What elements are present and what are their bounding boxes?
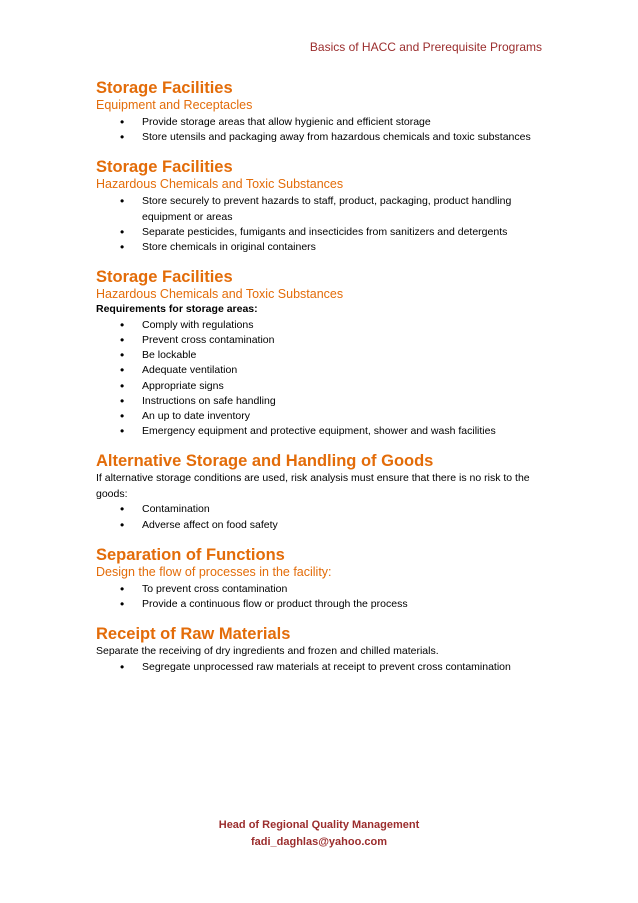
section-storage-requirements xyxy=(96,267,536,439)
list-item: • Appropriate signs xyxy=(142,379,536,394)
list-item: • Instructions on safe handling xyxy=(142,394,536,409)
section-title: Storage Facilities xyxy=(96,268,233,287)
bullet-list xyxy=(96,194,536,255)
section-subtitle: Design the flow of processes in the facility: xyxy=(96,564,332,579)
section-title: Storage Facilities xyxy=(96,79,233,97)
section-paragraph: Separate the receiving of dry ingredients and frozen and chilled materials. xyxy=(96,645,439,658)
section-subtitle: Hazardous Chemicals and Toxic Substances xyxy=(96,287,344,302)
section-intro: Requirements for storage areas: xyxy=(96,303,258,316)
bullet-list xyxy=(96,502,536,532)
section-alternative-storage xyxy=(96,451,536,532)
list-item: • Provide a continuous flow or product through the process xyxy=(142,597,536,612)
list-item: • Emergency equipment and protective equipment, shower and wash facilities xyxy=(142,424,536,439)
section-title: Storage Facilities xyxy=(96,158,233,177)
footer-email: fadi_daghlas@yahoo.com xyxy=(250,836,388,848)
section-title: Alternative Storage and Handling of Goods xyxy=(96,452,434,471)
section-title: Receipt of Raw Materials xyxy=(96,625,291,644)
section-subtitle: Hazardous Chemicals and Toxic Substances xyxy=(96,177,344,192)
section-paragraph: If alternative storage conditions are used, risk analysis must ensure that there is no risk to the goods: xyxy=(96,472,530,500)
list-item: • Be lockable xyxy=(142,348,536,363)
bullet-list xyxy=(96,115,536,145)
bullet-list xyxy=(96,582,536,612)
list-item: • Provide storage areas that allow hygienic and efficient storage xyxy=(142,115,536,130)
list-item: • Prevent cross contamination xyxy=(142,333,536,348)
bullet-list xyxy=(96,318,536,440)
bullet-list xyxy=(96,660,536,675)
section-separation-of-functions xyxy=(96,545,536,612)
list-item: • Store chemicals in original containers xyxy=(142,240,536,255)
list-item: • Adverse affect on food safety xyxy=(142,518,536,533)
list-item: • An up to date inventory xyxy=(142,409,536,424)
list-item: • To prevent cross contamination xyxy=(142,582,536,597)
list-item: • Segregate unprocessed raw materials at receipt to prevent cross contamination xyxy=(142,660,536,675)
page-footer xyxy=(0,817,638,851)
section-receipt-raw-materials xyxy=(96,624,536,675)
section-storage-hazardous xyxy=(96,157,536,255)
footer-title: Head of Regional Quality Management xyxy=(218,819,420,831)
list-item: • Separate pesticides, fumigants and insecticides from sanitizers and detergents xyxy=(142,225,536,240)
list-item: • Adequate ventilation xyxy=(142,363,536,378)
section-subtitle: Equipment and Receptacles xyxy=(96,98,253,112)
section-storage-equipment xyxy=(96,78,536,145)
list-item: • Comply with regulations xyxy=(142,318,536,333)
list-item: • Store securely to prevent hazards to staff, product, packaging, product handling equipment or areas xyxy=(142,194,536,224)
page-header: Basics of HACC and Prerequisite Programs xyxy=(309,40,542,54)
document-body xyxy=(96,78,536,687)
list-item: • Store utensils and packaging away from hazardous chemicals and toxic substances xyxy=(142,130,536,145)
list-item: • Contamination xyxy=(142,502,536,517)
section-title: Separation of Functions xyxy=(96,545,285,564)
